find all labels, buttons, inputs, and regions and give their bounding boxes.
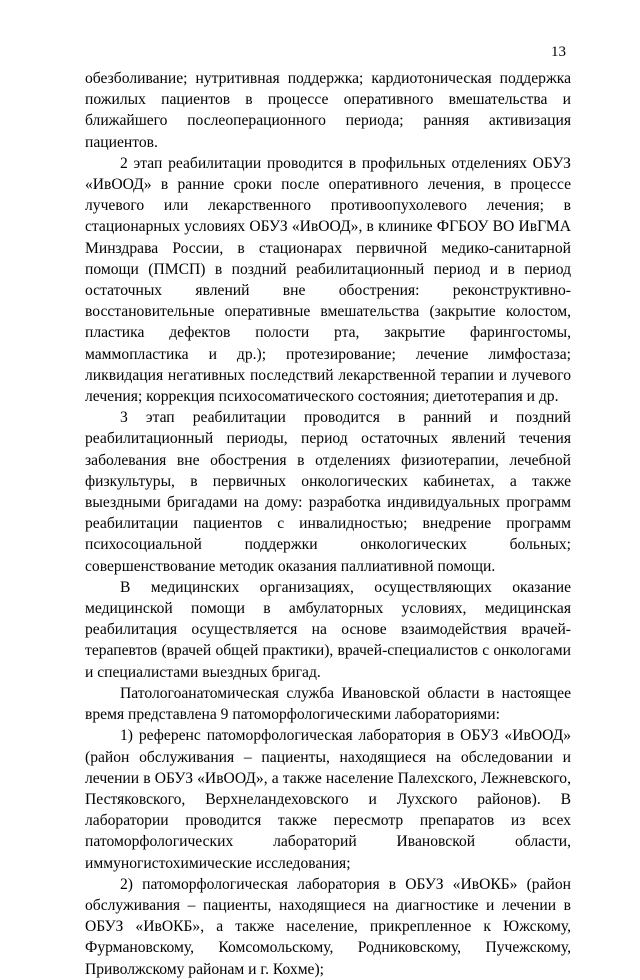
- paragraph-stage-2-rehabilitation: 2 этап реабилитации проводится в профильных отделениях ОБУЗ «ИвООД» в ранние сроки после оперативного лечения, в процессе лучевого или лекарственного противоопухолевого лечения; в стационарных условиях ОБУЗ «ИвООД», в клинике ФГБОУ ВО ИвГМА Минздрава России, в стационарах первичной медико-санитарной помощи (ПМСП) в поздний реабилитационный период и в период остаточных явлений вне обострения: реконструктивно-восстановительные оперативные вмешательства (закрытие колостом, пластика дефектов полости рта, закрытие фарингостомы, маммопластика и др.); протезирование; лечение лимфостаза; ликвидация негативных последствий лекарственной терапии и лучевого лечения; коррекция психосоматического состояния; диетотерапия и др.: [85, 154, 571, 406]
- list-item-laboratory-2: 2) патоморфологическая лаборатория в ОБУЗ «ИвОКБ» (район обслуживания – пациенты, находящиеся на диагностике и лечении в ОБУЗ «ИвОКБ», а также население, прикрепленное к Южскому, Фурмановскому, Комсомольскому, Родниковскому, Пучежскому, Приволжскому районам и г. Кохме);: [85, 875, 571, 978]
- list-item-laboratory-1: 1) референс патоморфологическая лаборатория в ОБУЗ «ИвООД» (район обслуживания – пациенты, находящиеся на обследовании и лечении в ОБУЗ «ИвООД», а также население Палехского, Лежневского, Пестяковского, Верхнеландеховского и Лухского районов). В лаборатории проводится также пересмотр препаратов из всех патоморфологических лабораторий Ивановской области, иммуногистохимические исследования;: [85, 727, 571, 872]
- paragraph-pathology-service: Патологоанатомическая служба Ивановской области в настоящее время представлена 9 патоморфологическими лабораториями:: [85, 684, 571, 724]
- page-body: [85, 68, 571, 980]
- paragraph-stage-3-rehabilitation: 3 этап реабилитации проводится в ранний и поздний реабилитационный периоды, период остаточных явлений течения заболевания вне обострения в отделениях физиотерапии, лечебной физкультуры, в первичных онкологических кабинетах, а также выездными бригадами на дому: разработка индивидуальных программ реабилитации пациентов с инвалидностью; внедрение программ психосоциальной поддержки онкологических больных; совершенствование методик оказания паллиативной помощи.: [85, 409, 571, 575]
- paragraph-outpatient-rehabilitation: В медицинских организациях, осуществляющих оказание медицинской помощи в амбулаторных условиях, медицинская реабилитация осуществляется на основе взаимодействия врачей-терапевтов (врачей общей практики), врачей-специалистов с онкологами и специалистами выездных бригад.: [85, 578, 571, 681]
- page-number: 13: [551, 44, 566, 60]
- paragraph-anesthesia-support: обезболивание; нутритивная поддержка; кардиотоническая поддержка пожилых пациентов в процессе оперативного вмешательства и ближайшего послеоперационного периода; ранняя активизация пациентов.: [85, 70, 571, 151]
